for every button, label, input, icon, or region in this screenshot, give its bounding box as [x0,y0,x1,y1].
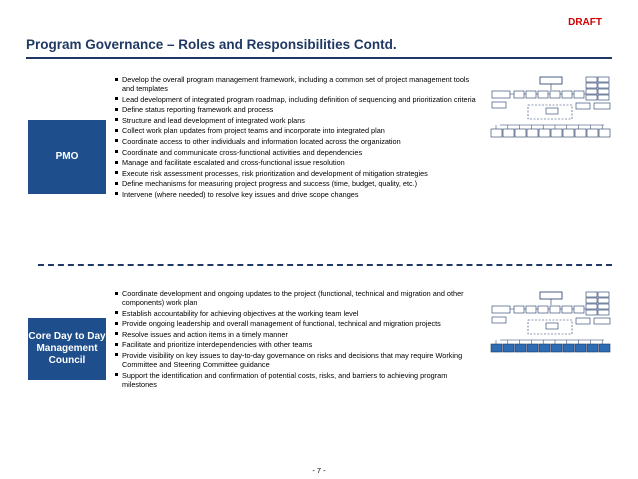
org-grid-cell [586,292,597,297]
pmo-bullet-item: Structure and lead development of integrated work plans [114,116,478,125]
org-node [576,318,590,324]
core-council-role-label: Core Day to Day Management Council [28,331,106,366]
org-node [599,344,610,352]
org-grid-cell [586,89,597,94]
pmo-bullet-item: Coordinate access to other individuals and information located across the organization [114,137,478,146]
org-node [540,292,562,299]
pmo-bullet-item: Coordinate and communicate cross-functional activities and dependencies [114,148,478,157]
core-council-bullet-item: Coordinate development and ongoing updates to the project (functional, technical and migration and other components) work plan [114,289,478,307]
org-node [526,306,536,313]
org-node [563,129,574,137]
org-node [562,91,572,98]
core-council-bullet-item: Facilitate and prioritize interdependencies with other teams [114,340,478,349]
pmo-bullet-item: Define mechanisms for measuring project progress and success (time, budget, quality, etc.) [114,179,478,188]
org-node [539,344,550,352]
org-node [575,129,586,137]
org-node [587,344,598,352]
org-grid-cell [598,95,609,100]
org-node [515,344,526,352]
pmo-bullet-item: Lead development of integrated program roadmap, including definition of sequencing and prioritization criteria [114,95,478,104]
org-node [503,344,514,352]
pmo-bullet-item: Execute risk assessment processes, risk prioritization and development of mitigation strategies [114,169,478,178]
pmo-org-chart-thumbnail [490,75,614,147]
pmo-bullet-item: Define status reporting framework and process [114,105,478,114]
org-node [551,344,562,352]
draft-label: DRAFT [568,17,602,28]
org-node [527,344,538,352]
org-node [546,108,558,114]
org-node [539,129,550,137]
org-grid-cell [598,89,609,94]
org-node [514,306,524,313]
pmo-role-label: PMO [55,151,79,162]
org-grid-cell [586,83,597,88]
core-council-bullet-item: Establish accountability for achieving objectives at the working team level [114,309,478,318]
org-grid-cell [586,298,597,303]
org-node [492,102,506,108]
core-council-bullet-item: Provide visibility on key issues to day-to-day governance on risks and decisions that may require Working Committee and Steering Committee guidance [114,351,478,369]
org-grid-cell [598,304,609,309]
org-grid-cell [598,292,609,297]
pmo-role-box [28,120,106,194]
org-node [515,129,526,137]
pmo-bullet-item: Collect work plan updates from project teams and incorporate into integrated plan [114,126,478,135]
core-council-responsibilities-list [114,289,478,390]
org-node [527,129,538,137]
core-council-org-chart-thumbnail [490,290,614,362]
org-node [563,344,574,352]
section-divider [38,264,612,266]
org-node [574,306,584,313]
org-grid-cell [598,83,609,88]
org-node [538,306,548,313]
org-node [492,317,506,323]
pmo-bullet-item: Manage and facilitate escalated and cross-functional issue resolution [114,158,478,167]
org-node [575,344,586,352]
org-node [550,91,560,98]
pmo-responsibilities-list [114,75,478,201]
core-council-bullet-item: Resolve issues and action items in a timely manner [114,330,478,339]
org-grid-cell [586,77,597,82]
org-node [599,129,610,137]
org-grid-cell [598,310,609,315]
pmo-bullet-item: Intervene (where needed) to resolve key issues and drive scope changes [114,190,478,199]
org-node [491,344,502,352]
org-node [576,103,590,109]
org-node [514,91,524,98]
org-grid-cell [586,304,597,309]
org-grid-cell [598,77,609,82]
core-council-role-box [28,318,106,380]
org-node [594,103,610,109]
org-node [491,129,502,137]
org-node [594,318,610,324]
org-node [587,129,598,137]
org-node [551,129,562,137]
org-node [546,323,558,329]
org-grid-cell [586,310,597,315]
org-node [562,306,572,313]
org-node [550,306,560,313]
core-council-bullet-item: Support the identification and confirmation of potential costs, risks, and barriers to achieving program milestones [114,371,478,389]
pmo-bullet-item: Develop the overall program management framework, including a common set of project management tools and templates [114,75,478,93]
org-grid-cell [598,298,609,303]
core-council-bullet-item: Provide ongoing leadership and overall management of functional, technical and migration projects [114,319,478,328]
org-grid-cell [586,95,597,100]
org-node [538,91,548,98]
org-node [526,91,536,98]
org-node [540,77,562,84]
org-node [492,306,510,313]
org-node [574,91,584,98]
page-title: Program Governance – Roles and Responsibilities Contd. [26,37,397,52]
title-rule [26,57,612,59]
org-node [492,91,510,98]
org-node [503,129,514,137]
page-number: - 7 - [312,466,326,475]
